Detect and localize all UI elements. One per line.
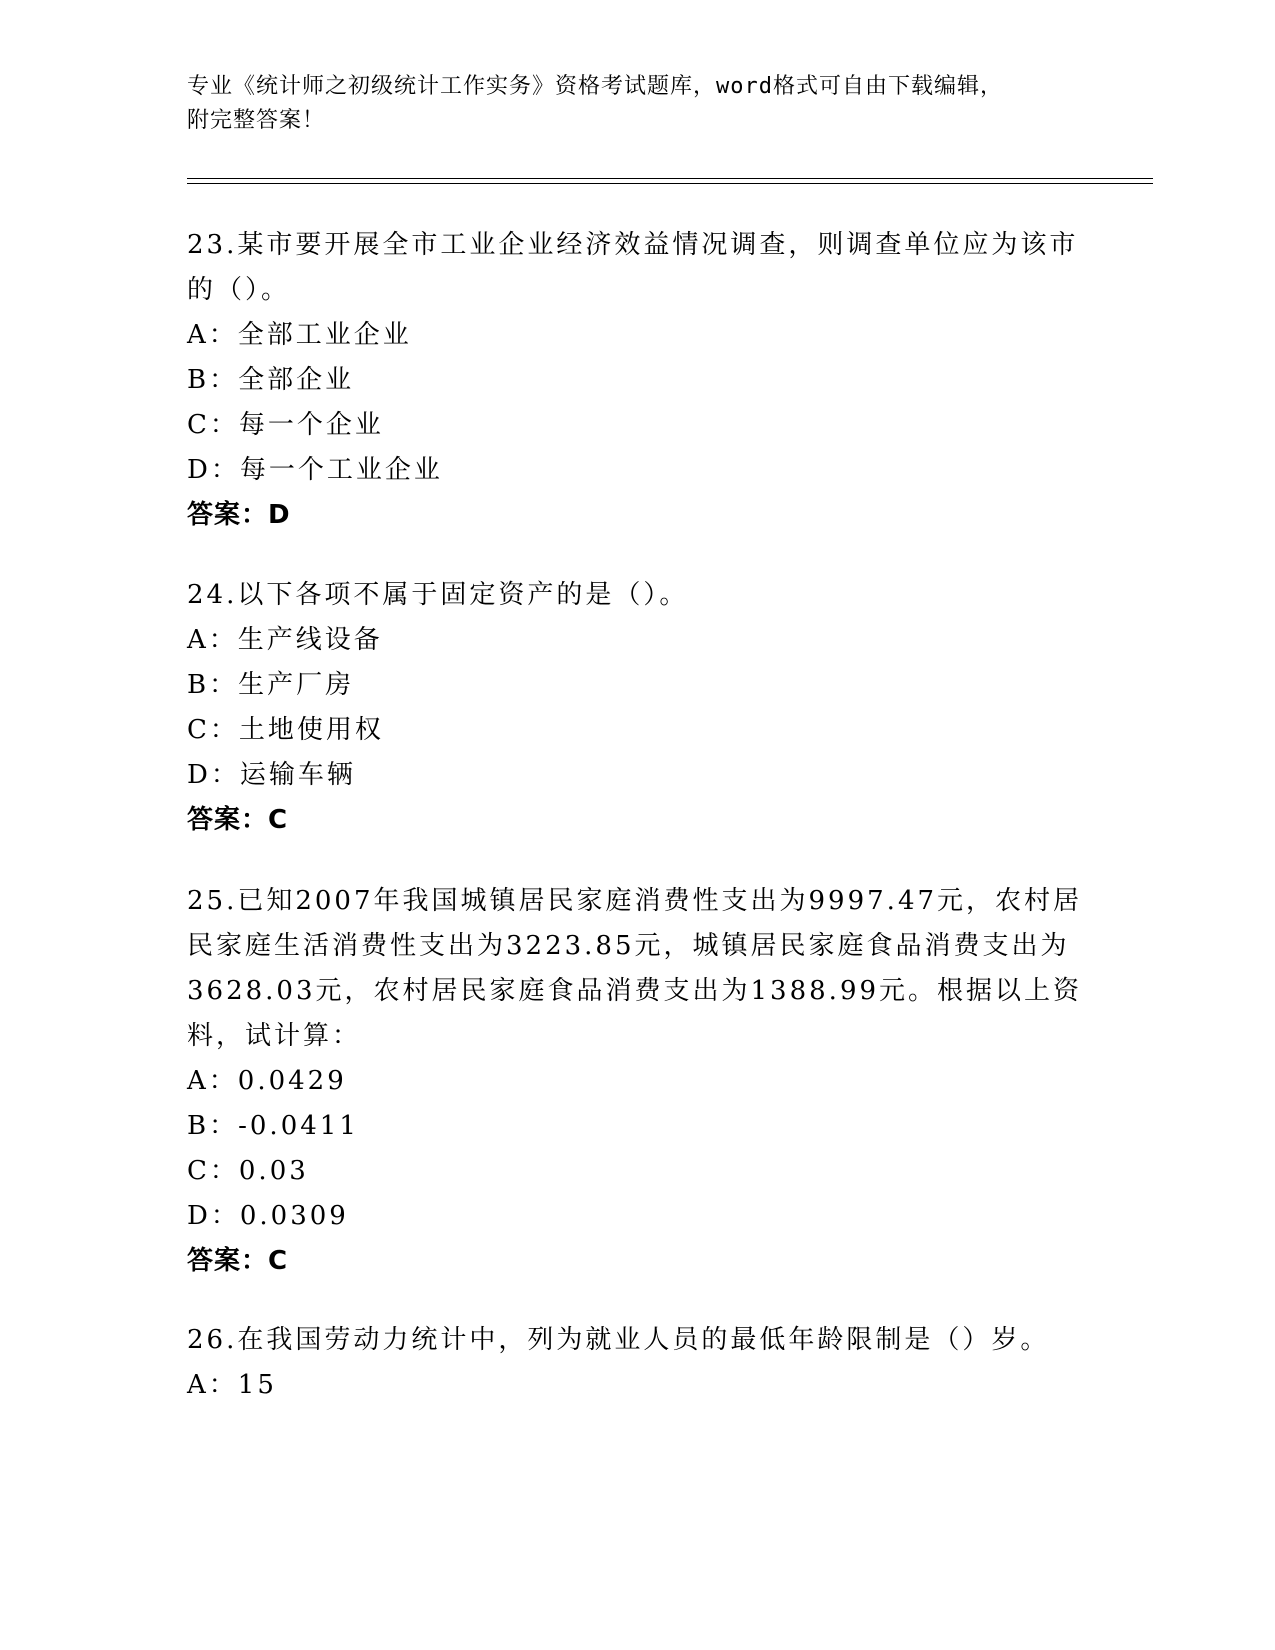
question-stem-line: 料，试计算： <box>187 1021 362 1051</box>
answer: 答案：D <box>187 500 291 530</box>
option-d: D：运输车辆 <box>187 760 356 790</box>
option-c: C：每一个企业 <box>187 410 384 440</box>
question-26 <box>187 1318 1087 1408</box>
answer: 答案：C <box>187 805 289 835</box>
answer: 答案：C <box>187 1246 289 1276</box>
option-c: C：土地使用权 <box>187 715 384 745</box>
header-divider-top <box>187 178 1153 179</box>
header-line-1: 专业《统计师之初级统计工作实务》资格考试题库，word格式可自由下载编辑， <box>187 74 1003 99</box>
option-a: A：15 <box>187 1370 277 1400</box>
question-stem-line: 3628.03元，农村居民家庭食品消费支出为1388.99元。根据以上资 <box>187 976 1083 1006</box>
question-23 <box>187 223 1087 538</box>
header-divider-bottom <box>187 183 1153 184</box>
question-stem-line: 的（）。 <box>187 275 291 305</box>
question-stem-line: 民家庭生活消费性支出为3223.85元，城镇居民家庭食品消费支出为 <box>187 931 1070 961</box>
option-a: A：生产线设备 <box>187 625 383 655</box>
option-a: A：全部工业企业 <box>187 320 412 350</box>
question-stem-line: 26.在我国劳动力统计中，列为就业人员的最低年龄限制是（）岁。 <box>187 1325 1050 1355</box>
question-stem-line: 23.某市要开展全市工业企业经济效益情况调查，则调查单位应为该市 <box>187 230 1079 260</box>
option-d: D：每一个工业企业 <box>187 455 443 485</box>
question-stem-line: 24.以下各项不属于固定资产的是（）。 <box>187 580 689 610</box>
header-line-2: 附完整答案！ <box>187 108 326 133</box>
option-b: B：生产厂房 <box>187 670 355 700</box>
document-header <box>187 70 1067 138</box>
option-b: B：全部企业 <box>187 365 355 395</box>
option-d: D：0.0309 <box>187 1201 349 1231</box>
option-b: B：-0.0411 <box>187 1111 359 1141</box>
option-c: C：0.03 <box>187 1156 309 1186</box>
option-a: A：0.0429 <box>187 1066 347 1096</box>
question-25 <box>187 879 1087 1284</box>
question-24 <box>187 573 1087 843</box>
question-stem-line: 25.已知2007年我国城镇居民家庭消费性支出为9997.47元，农村居 <box>187 886 1083 916</box>
